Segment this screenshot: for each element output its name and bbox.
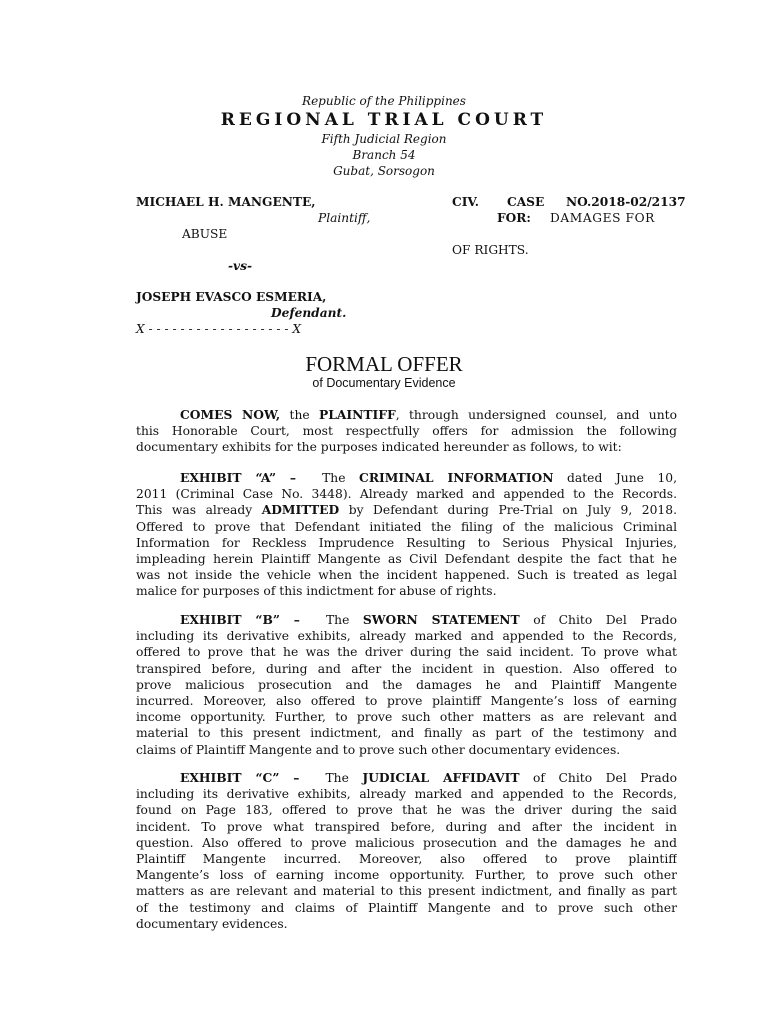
exhibit-b-label: EXHIBIT “B” – bbox=[180, 612, 300, 627]
exhibit-b-key: SWORN STATEMENT bbox=[362, 612, 520, 627]
exhibit-c-key: JUDICIAL AFFIDAVIT bbox=[362, 770, 520, 785]
republic-line: Republic of the Philippines bbox=[302, 94, 466, 108]
exhibit-c-paragraph: EXHIBIT “C” – The JUDICIAL AFFIDAVIT of Chito Del Prado including its derivative exhibits, already marked and appended to the Records, found on Page 183, offered to prove that he was the driver during the said incident. To prove what transpired before, during and after the incident in question. Also offered to prove malicious prosecution and the damages he and Plaintiff Mangente incurred. Moreover, also offered to prove plaintiff Mangente’s loss of earning income opportunity. Further, to prove such other matters as are relevant and material to this present indictment, and finally as part of the testimony and claims of Plaintiff Mangente and to prove such other documentary evidences. bbox=[136, 770, 677, 931]
abuse-word: ABUSE bbox=[182, 227, 228, 241]
exhibit-c-label: EXHIBIT “C” – bbox=[180, 770, 300, 785]
document-subtitle: of Documentary Evidence bbox=[312, 376, 456, 390]
versus: -vs- bbox=[228, 259, 253, 273]
for-text: DAMAGES FOR bbox=[550, 211, 655, 225]
case-label: CASE bbox=[507, 195, 545, 209]
plaintiff-name: MICHAEL H. MANGENTE, bbox=[136, 195, 316, 209]
comes-now: COMES NOW, bbox=[180, 407, 281, 422]
exhibit-a-label: EXHIBIT “A” – bbox=[180, 470, 297, 485]
exhibit-a-key: CRIMINAL INFORMATION bbox=[359, 470, 554, 485]
court-name: REGIONAL TRIAL COURT bbox=[220, 110, 548, 130]
defendant-name: JOSEPH EVASCO ESMERIA, bbox=[136, 290, 327, 304]
location-line: Gubat, Sorsogon bbox=[333, 164, 435, 178]
of-rights: OF RIGHTS. bbox=[452, 243, 529, 257]
plaintiff-role: Plaintiff, bbox=[318, 211, 371, 225]
for-label: FOR: bbox=[497, 211, 531, 225]
admitted-word: ADMITTED bbox=[261, 502, 340, 518]
caption-separator: X - - - - - - - - - - - - - - - - - - X bbox=[136, 322, 302, 336]
defendant-role: Defendant. bbox=[271, 306, 347, 320]
document-title: FORMAL OFFER bbox=[305, 352, 463, 376]
case-number: NO.2018-02/2137 bbox=[566, 195, 686, 209]
exhibit-a-paragraph: EXHIBIT “A” – The CRIMINAL INFORMATION dated June 10, 2011 (Criminal Case No. 3448). Already marked and appended to the Records. This was already ADMITTED by Defendant during Pre-Trial on July 9, 2018. Offered to prove that Defendant initiated the filing of the malicious Criminal Information for Reckless Imprudence Resulting to Serious Physical Injuries, impleading herein Plaintiff Mangente as Civil Defendant despite the fact that he was not inside the vehicle when the incident happened. Such is treated as legal malice for purposes of this indictment for abuse of rights. bbox=[136, 470, 677, 599]
intro-paragraph: COMES NOW, the PLAINTIFF, through undersigned counsel, and unto this Honorable Court, most respectfully offers for admission the following documentary exhibits for the purposes indicated hereunder as follows, to wit: bbox=[136, 407, 677, 455]
branch-line: Branch 54 bbox=[352, 148, 416, 162]
plaintiff-word: PLAINTIFF bbox=[318, 407, 396, 422]
exhibit-b-paragraph: EXHIBIT “B” – The SWORN STATEMENT of Chito Del Prado including its derivative exhibits, already marked and appended to the Records, offered to prove that he was the driver during the said incident. To prove what transpired before, during and after the incident in question. Also offered to prove malicious prosecution and the damages he and Plaintiff Mangente incurred. Moreover, also offered to prove plaintiff Mangente’s loss of earning income opportunity. Further, to prove such other matters as are relevant and material to this present indictment, and finally as part of the testimony and claims of Plaintiff Mangente and to prove such other documentary evidences. bbox=[136, 612, 677, 757]
region-line: Fifth Judicial Region bbox=[321, 132, 447, 146]
civ-label: CIV. bbox=[452, 195, 479, 209]
